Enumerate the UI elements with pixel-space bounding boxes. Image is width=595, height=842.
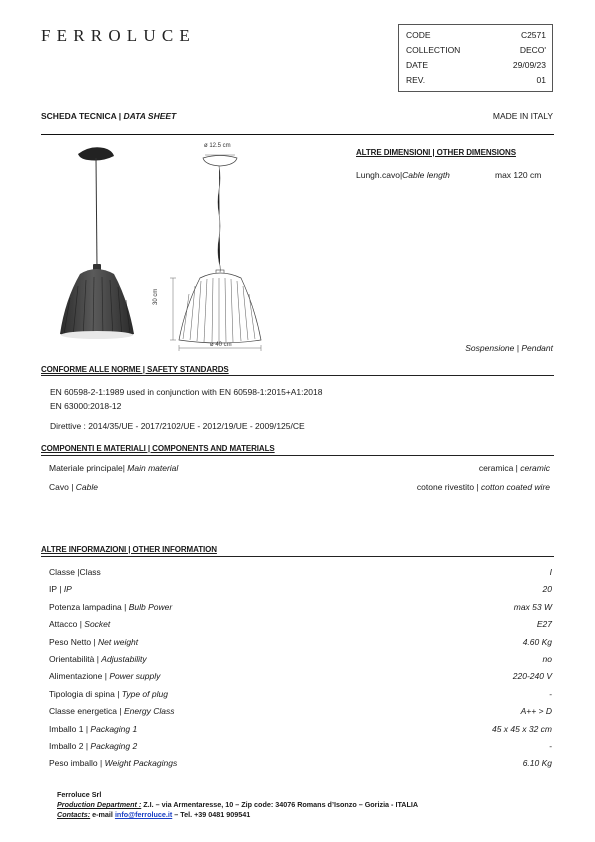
info-table-value: 4.60 Kg (522, 636, 552, 647)
brand-logo: FERROLUCE (41, 26, 196, 45)
label-it: Attacco | (49, 619, 85, 630)
label-en: Adjustability (101, 654, 147, 664)
info-table-row (49, 584, 552, 598)
info-table-value: E27 (536, 619, 552, 630)
production-address: Z.I. – via Armentaresse, 10 – Zip code: 34076 Romans d’Isonzo – Gorizia - ITALIA (141, 800, 419, 809)
info-table-row (49, 654, 552, 668)
production-label: Production Department : (57, 800, 142, 809)
label-en: Type of plug (121, 688, 168, 699)
product-type-en: Pendant (521, 343, 553, 353)
cable-length-label (356, 170, 450, 180)
value-en: cotton coated wire (481, 482, 550, 492)
materials-title: COMPONENTI E MATERIALI | COMPONENTS AND MATERIALS (41, 444, 275, 453)
label-it: Lungh.cavo| (356, 170, 403, 180)
email-prefix: e-mail (90, 810, 115, 819)
info-table-value: max 53 W (513, 601, 552, 612)
info-table-label (49, 584, 72, 598)
document-info-box (398, 24, 553, 92)
product-type (465, 343, 553, 353)
info-table-row (49, 689, 552, 703)
value-it: cotone rivestito | (416, 482, 482, 492)
product-photo (40, 140, 150, 340)
label-it: Tipologia di spina | (49, 688, 122, 699)
label-en: IP (63, 584, 72, 595)
info-table-label (49, 654, 147, 668)
info-table-label (49, 619, 110, 633)
value-en: ceramic (520, 463, 550, 473)
info-table-label (49, 706, 175, 720)
directives: Direttive : 2014/35/UE - 2017/2102/UE - 2012/19/UE - 2009/125/CE (50, 421, 305, 431)
info-table-value: - (549, 741, 552, 751)
label-en: Net weight (97, 636, 139, 647)
footer-production (57, 800, 418, 809)
email-link[interactable]: info@ferroluce.it (114, 810, 173, 819)
label-en: Energy Class (123, 706, 175, 717)
info-row-code (406, 30, 546, 42)
info-table-label (49, 567, 101, 581)
info-row-rev (406, 75, 546, 87)
dimension-top-diameter: ø 12.5 cm (204, 143, 231, 149)
info-table-value: 45 x 45 x 32 cm (491, 723, 552, 734)
material-label (49, 482, 98, 496)
info-table-label (49, 602, 172, 616)
product-type-it: Sospensione | (465, 343, 522, 353)
info-value: C2571 (520, 30, 546, 40)
info-table-row (49, 741, 552, 755)
info-table-label (49, 741, 137, 755)
info-table-value: 220-240 V (512, 671, 552, 682)
label-it: Cavo | (49, 482, 76, 492)
info-table-row (49, 671, 552, 685)
other-info-divider (41, 556, 554, 557)
dimension-height: 30 cm (153, 288, 159, 305)
label-it: Peso Netto | (49, 636, 98, 647)
info-row-date (406, 60, 546, 72)
info-value: DECO' (519, 45, 546, 55)
info-table-row (49, 619, 552, 633)
info-row-collection (406, 45, 546, 57)
info-table-row (49, 758, 552, 772)
info-table-label (49, 671, 160, 685)
info-table-value: I (549, 567, 552, 577)
label-en: Cable (75, 482, 98, 492)
title-it: SCHEDA TECNICA | (41, 111, 124, 121)
label-en: Socket (84, 619, 111, 630)
label-it: Orientabilità | (49, 654, 102, 664)
material-label (49, 463, 178, 477)
label-it: Classe energetica | (49, 706, 124, 717)
label-en: Cable length (402, 170, 450, 180)
material-value (417, 482, 552, 496)
label-it: Materiale principale| (49, 463, 128, 473)
phone-number: – Tel. +39 0481 909541 (172, 810, 251, 819)
materials-divider (41, 455, 554, 456)
info-table-row (49, 724, 552, 738)
material-row (49, 463, 552, 477)
info-label: CODE (406, 30, 431, 40)
label-it: Alimentazione | (49, 671, 110, 682)
label-it: Potenza lampadina | (49, 601, 129, 612)
info-value: 01 (536, 75, 546, 85)
label-en: Bulb Power (128, 601, 173, 612)
footer-contacts (57, 810, 250, 819)
value-it: ceramica | (478, 463, 521, 473)
info-table-row (49, 637, 552, 651)
contacts-label: Contacts: (57, 810, 91, 819)
other-info-title: ALTRE INFORMAZIONI | OTHER INFORMATION (41, 545, 217, 554)
material-row (49, 482, 552, 496)
header-divider (41, 134, 554, 135)
info-value: 29/09/23 (512, 60, 546, 70)
info-table-label (49, 758, 177, 772)
label-en: Weight Packagings (104, 758, 178, 769)
label-it: IP | (49, 584, 64, 595)
made-in-italy: MADE IN ITALY (492, 111, 553, 121)
info-table-label (49, 689, 168, 703)
label-it: Peso imballo | (49, 758, 105, 769)
info-label: DATE (406, 60, 429, 70)
safety-standard-line: EN 60598-2-1:1989 used in conjunction with EN 60598-1:2015+A1:2018 (50, 387, 323, 397)
technical-drawing (155, 138, 285, 353)
label-en: Packaging 2 (90, 741, 138, 751)
info-table-value: A++ > D (520, 706, 552, 717)
info-table-value: - (549, 688, 552, 699)
label-en: Packaging 1 (90, 723, 138, 734)
title-en: DATA SHEET (123, 111, 177, 121)
info-table-row (49, 602, 552, 616)
footer-company (57, 790, 101, 799)
label-it: Classe |Class (49, 567, 101, 577)
cable-length-value: max 120 cm (495, 170, 542, 180)
dimension-width: ø 40 cm (210, 342, 232, 348)
label-it: Imballo 2 | (49, 741, 91, 751)
label-it: Imballo 1 | (49, 723, 91, 734)
label-en: Main material (127, 463, 179, 473)
info-table-row (49, 706, 552, 720)
material-value (479, 463, 552, 477)
data-sheet-title (41, 111, 176, 121)
safety-standard-line: EN 63000:2018-12 (50, 401, 122, 411)
info-label: COLLECTION (406, 45, 461, 55)
safety-standards-title: CONFORME ALLE NORME | SAFETY STANDARDS (41, 365, 229, 374)
info-table-value: 20 (542, 584, 552, 595)
company-name: Ferroluce Srl (57, 790, 102, 799)
info-table-value: no (542, 654, 552, 664)
other-dimensions-title: ALTRE DIMENSIONI | OTHER DIMENSIONS (356, 148, 516, 157)
label-en: Power supply (109, 671, 161, 682)
info-table-label (49, 724, 137, 738)
safety-divider (41, 375, 554, 376)
info-table-value: 6.10 Kg (522, 758, 552, 769)
info-label: REV. (406, 75, 426, 85)
info-table-row (49, 567, 552, 581)
info-table-label (49, 637, 138, 651)
